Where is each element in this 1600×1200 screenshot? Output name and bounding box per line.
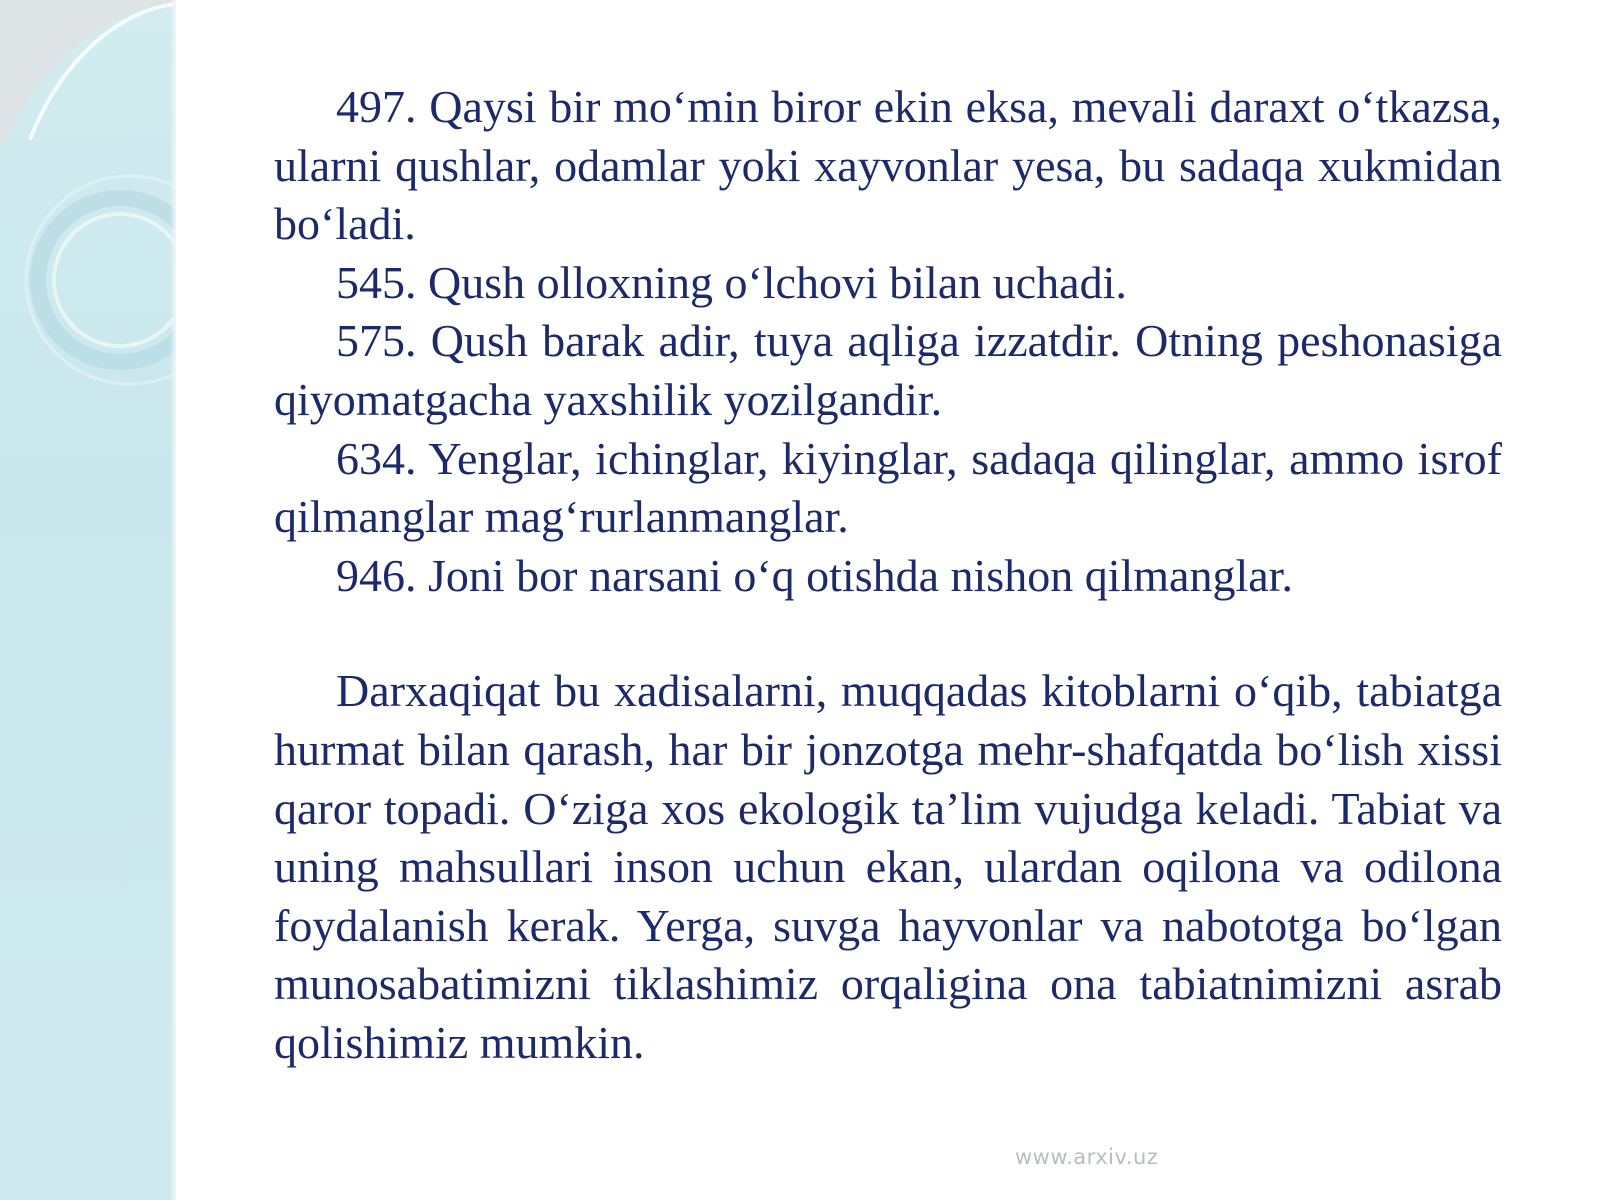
decorative-circles xyxy=(0,0,176,1200)
hadith-575: 575. Qush barak adir, tuya aqliga izzatdir. Otning peshonasiga qiyomatgacha yaxshilik yozilgandir. xyxy=(274,315,1502,425)
slide-body xyxy=(274,78,1502,1073)
conclusion-paragraph: Darxaqiqat bu xadisalarni, muqqadas kitoblarni o‘qib, tabiatga hurmat bilan qarash, har bir jonzotga mehr-shafqatda bo‘lish xissi qaror topadi. O‘ziga xos ekologik ta’lim vujudga keladi. Tabiat va uning mahsullari inson uchun ekan, ulardan oqilona va odilona foydalanish kerak. Yerga, suvga hayvonlar va nabototga bo‘lgan munosabatimizni tiklashimiz orqaligina ona tabiatnimizni asrab qolishimiz mumkin. xyxy=(274,665,1502,1068)
decorative-side-panel xyxy=(0,0,176,1200)
hadith-497: 497. Qaysi bir mo‘min biror ekin eksa, mevali daraxt o‘tkazsa, ularni qushlar, odamlar yoki xayvonlar yesa, bu sadaqa xukmidan bo‘ladi. xyxy=(274,81,1502,250)
hadith-946: 946. Joni bor narsani o‘q otishda nishon qilmanglar. xyxy=(336,549,1293,601)
hadith-634: 634. Yenglar, ichinglar, kiyinglar, sadaqa qilinglar, ammo isrof qilmanglar mag‘rurlanmanglar. xyxy=(274,432,1502,543)
hadith-545: 545. Qush olloxning o‘lchovi bilan uchadi. xyxy=(336,256,1127,308)
watermark-url: www.arxiv.uz xyxy=(1015,1145,1159,1169)
